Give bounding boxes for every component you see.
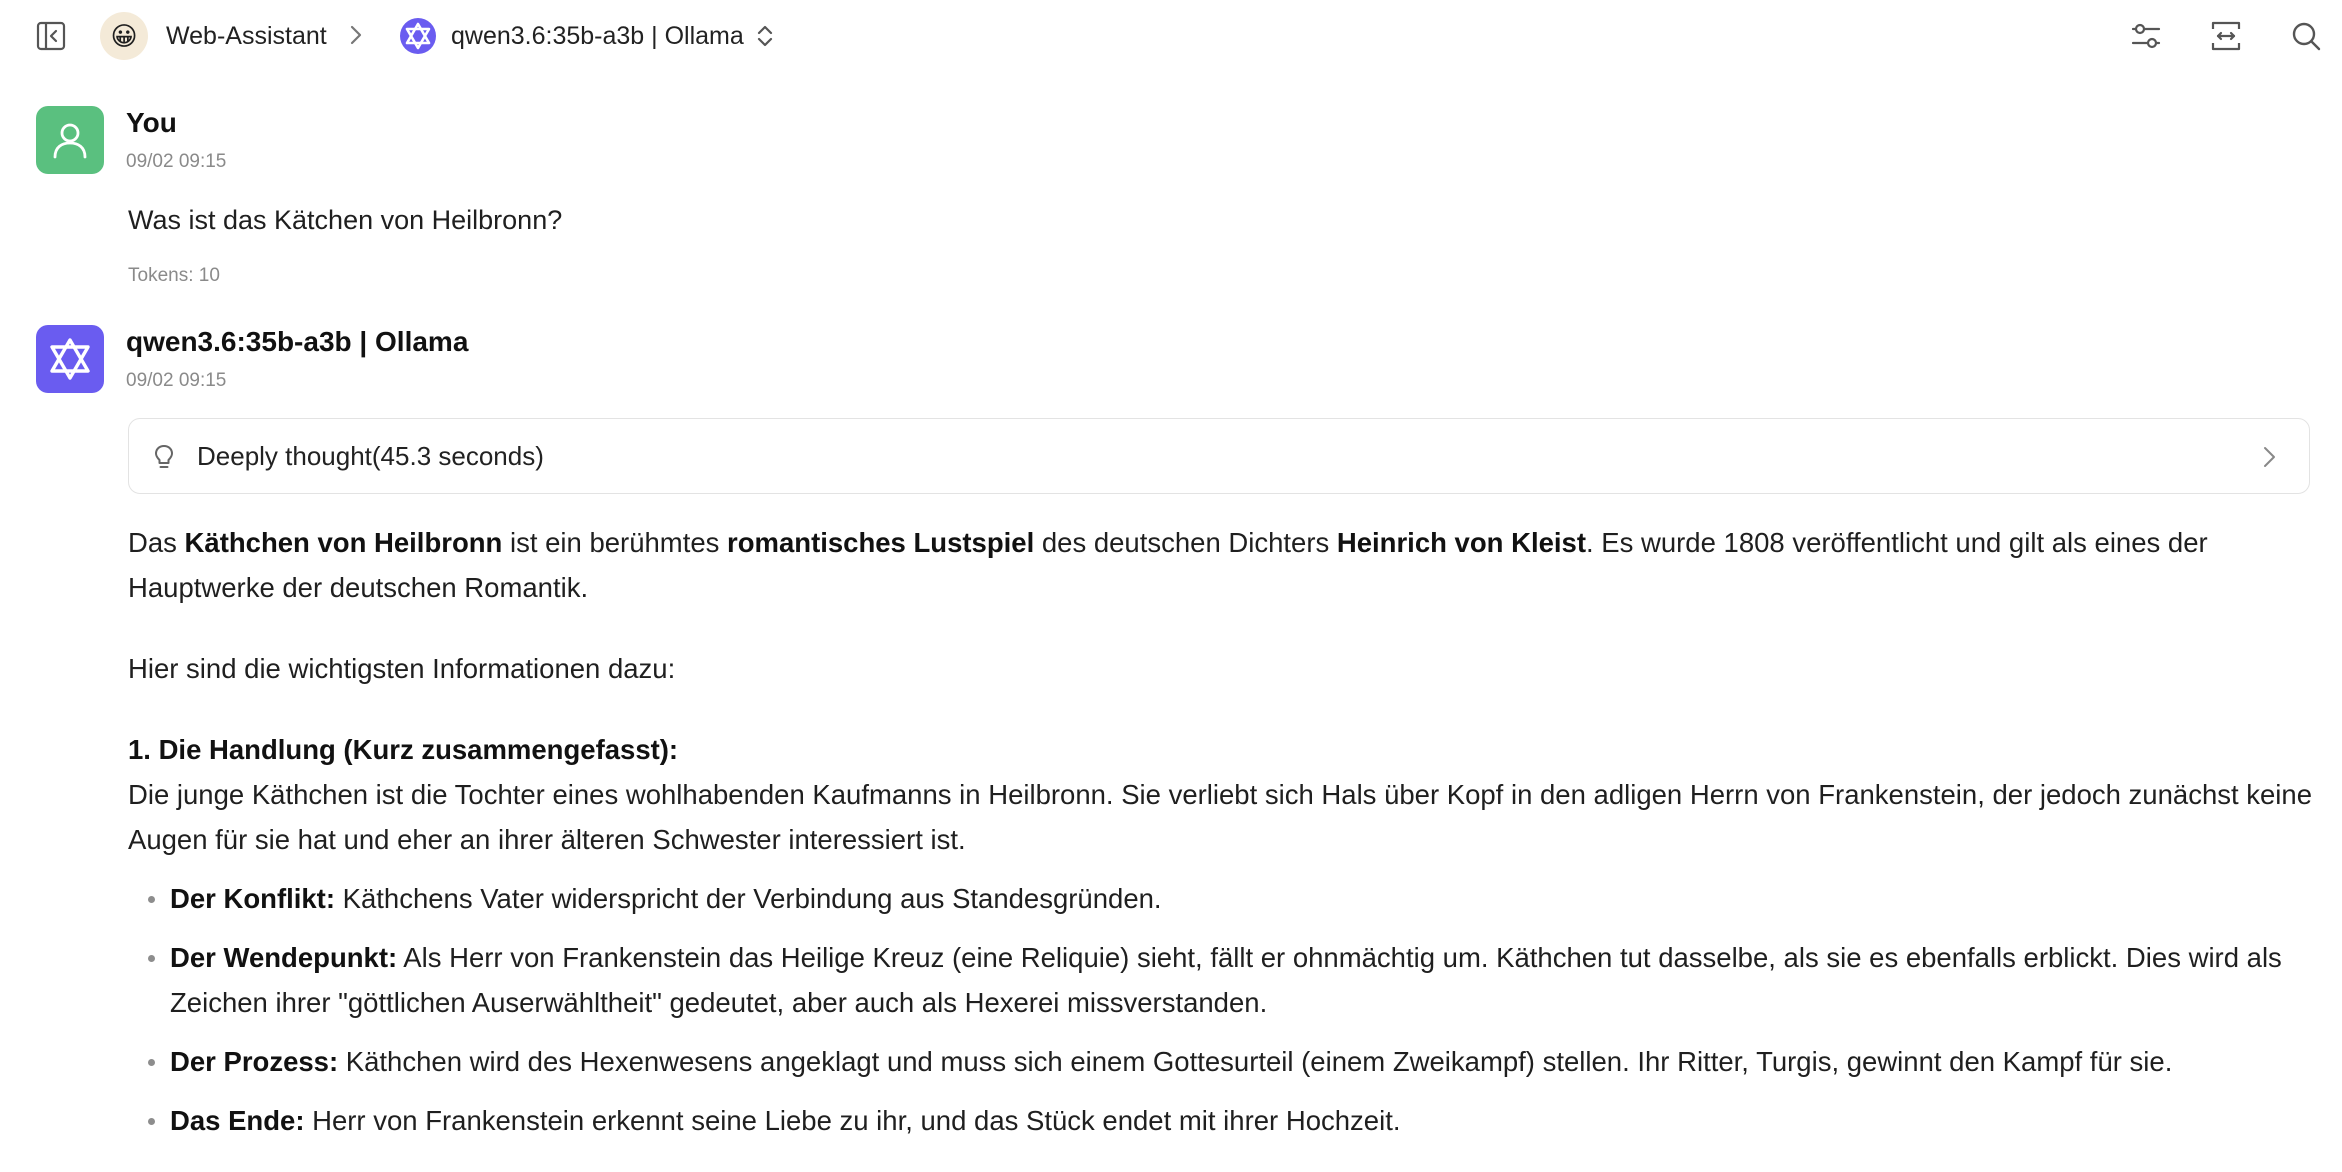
model-selector-label[interactable]: qwen3.6:35b-a3b | Ollama [451, 22, 744, 50]
user-message-time: 09/02 09:15 [126, 151, 227, 172]
sidebar-toggle-icon [35, 20, 67, 52]
model-logo-small[interactable] [400, 18, 436, 54]
chevron-right-icon [2257, 445, 2281, 469]
sliders-icon [2129, 19, 2163, 53]
thought-duration-label: Deeply thought(45.3 seconds) [197, 441, 544, 471]
model-avatar [36, 325, 104, 393]
assistant-avatar-emoji: 😀 [110, 21, 138, 51]
section-text: Die junge Käthchen ist die Tochter eines wohlhabenden Kaufmanns in Heilbronn. Sie verliebt sich Hals über Kopf in den adligen Herrn von Frankenstein, der jedoch zunächst keine Augen für sie hat und eher an ihrer älteren Schwester interessiert ist. [128, 779, 2313, 855]
answer-bold-genre: romantisches Lustspiel [727, 527, 1035, 558]
settings-button[interactable] [2126, 16, 2166, 56]
answer-text-segment: . Es wurde 1808 veröffentlicht und gilt als eines der Hauptwerke der deutschen Romantik. [128, 527, 2208, 603]
sidebar-toggle-button[interactable] [34, 19, 68, 53]
assistant-answer [128, 520, 2313, 1157]
top-bar [0, 0, 2342, 72]
answer-paragraph: Hier sind die wichtigsten Informationen dazu: [128, 653, 676, 684]
assistant-sender-name: qwen3.6:35b-a3b | Ollama [126, 326, 469, 357]
section-heading: 1. Die Handlung (Kurz zusammengefasst): [128, 734, 679, 765]
bullet-text: Als Herr von Frankenstein das Heilige Kreuz (eine Reliquie) sieht, fällt er ohnmächtig um. Käthchen tut dasselbe, als sie es ebenfalls erblickt. Dies wird als Zeichen ihrer "göttlichen Auserwähltheit" gedeutet, aber auch als Hexerei missverstanden. [170, 942, 2282, 1018]
user-token-count: Tokens: 10 [128, 265, 220, 286]
assistant-avatar[interactable] [100, 12, 148, 60]
answer-bold-title: Käthchen von Heilbronn [184, 527, 503, 558]
user-message-text: Was ist das Kätchen von Heilbronn? [128, 205, 563, 235]
list-item [170, 1098, 2313, 1143]
bullet-text: Käthchens Vater widerspricht der Verbindung aus Standesgründen. [335, 883, 1162, 914]
answer-text-segment: Das [128, 527, 185, 558]
list-item [170, 876, 2313, 921]
assistant-message-time: 09/02 09:15 [126, 370, 227, 391]
answer-intro-paragraph [128, 520, 2313, 610]
answer-bold-author: Heinrich von Kleist [1336, 527, 1586, 558]
assistant-name[interactable]: Web-Assistant [166, 22, 327, 50]
chevron-up-down-icon[interactable] [752, 22, 778, 50]
bullet-label: Der Konflikt: [170, 883, 335, 914]
expand-width-button[interactable] [2206, 16, 2246, 56]
bullet-label: Das Ende: [170, 1105, 305, 1136]
lightbulb-icon [151, 443, 177, 471]
qwen-logo-icon [46, 335, 94, 383]
bullet-text: Herr von Frankenstein erkennt seine Liebe zu ihr, und das Stück endet mit ihrer Hochzeit. [304, 1105, 1401, 1136]
chevron-right-icon [345, 24, 367, 46]
qwen-logo-icon [403, 21, 433, 51]
user-sender-name: You [126, 107, 177, 138]
list-item [170, 1039, 2313, 1084]
search-button[interactable] [2286, 16, 2326, 56]
answer-text-segment: ist ein berühmtes [502, 527, 728, 558]
bullet-label: Der Wendepunkt: [170, 942, 398, 973]
thought-process-toggle[interactable] [128, 418, 2310, 494]
user-icon [49, 119, 91, 161]
list-item [170, 935, 2313, 1025]
answer-section [128, 727, 2313, 862]
answer-bullet-list [128, 876, 2313, 1143]
search-icon [2289, 19, 2323, 53]
bullet-label: Der Prozess: [170, 1046, 339, 1077]
bullet-text: Käthchen wird des Hexenwesens angeklagt und muss sich einem Gottesurteil (einem Zweikampf) stellen. Ihr Ritter, Turgis, gewinnt den Kampf für sie. [338, 1046, 2173, 1077]
user-avatar [36, 106, 104, 174]
expand-width-icon [2209, 19, 2243, 53]
answer-text-segment: des deutschen Dichters [1034, 527, 1337, 558]
